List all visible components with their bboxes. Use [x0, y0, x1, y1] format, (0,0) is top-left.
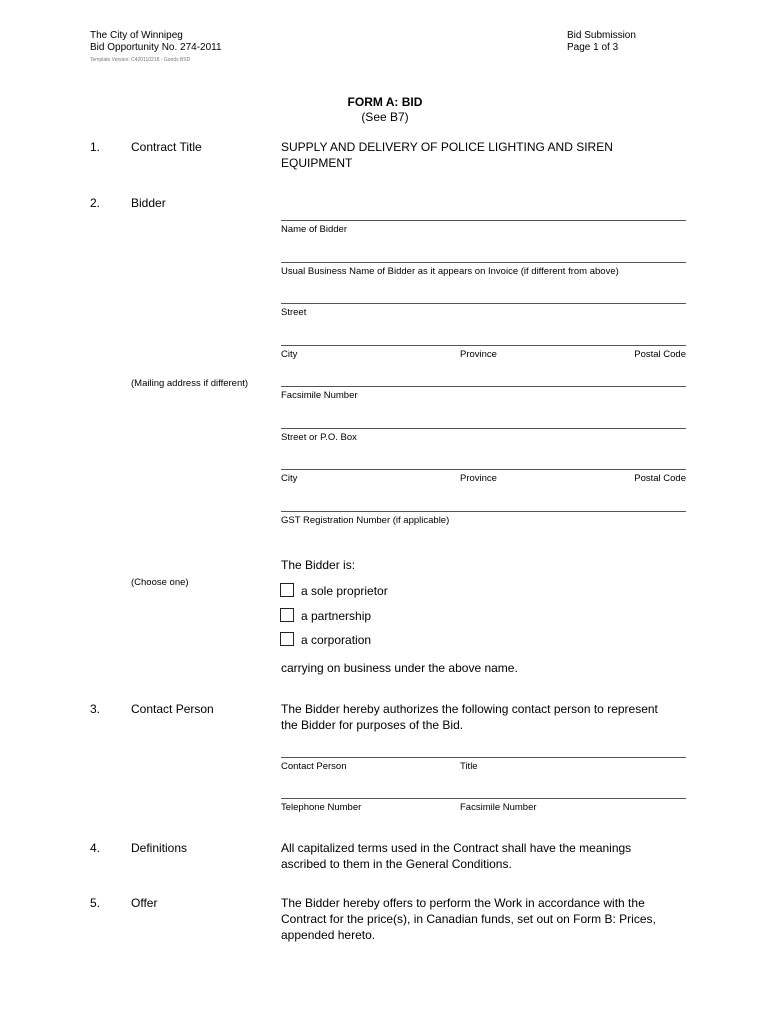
contact-facsimile-label: Facsimile Number: [460, 802, 537, 813]
city-label: City: [281, 349, 298, 360]
contract-title-line-1: SUPPLY AND DELIVERY OF POLICE LIGHTING AND SIREN: [281, 140, 613, 154]
corporation-label: a corporation: [301, 633, 372, 647]
section-2-label: Bidder: [131, 196, 166, 210]
section-4-number: 4.: [90, 841, 101, 855]
page-number: Page 1 of 3: [567, 42, 619, 53]
section-1-label: Contract Title: [131, 140, 202, 154]
partnership-label: a partnership: [301, 609, 372, 623]
corporation-checkbox[interactable]: [280, 632, 294, 646]
facsimile-number-label: Facsimile Number: [281, 390, 358, 401]
contact-authorization-line-2: the Bidder for purposes of the Bid.: [281, 718, 464, 732]
mailing-province-label: Province: [460, 473, 497, 484]
org-name: The City of Winnipeg: [90, 30, 183, 41]
section-1-number: 1.: [90, 140, 101, 154]
section-5-label: Offer: [131, 896, 158, 910]
mailing-city-province-postal-field[interactable]: [281, 469, 686, 470]
partnership-checkbox[interactable]: [280, 608, 294, 622]
mailing-postal-code-label: Postal Code: [634, 473, 686, 484]
contact-person-label: Contact Person: [281, 761, 347, 772]
city-province-postal-field[interactable]: [281, 345, 686, 346]
contact-person-title-field[interactable]: [281, 757, 686, 758]
province-label: Province: [460, 349, 497, 360]
contact-title-label: Title: [460, 761, 478, 772]
street-po-box-field[interactable]: [281, 428, 686, 429]
carrying-on-business-text: carrying on business under the above name.: [281, 661, 518, 675]
offer-line-2: Contract for the price(s), in Canadian funds, set out on Form B: Prices,: [281, 912, 656, 926]
section-5-number: 5.: [90, 896, 101, 910]
street-field[interactable]: [281, 303, 686, 304]
usual-business-name-field[interactable]: [281, 262, 686, 263]
offer-line-3: appended hereto.: [281, 928, 376, 942]
contact-authorization-line-1: The Bidder hereby authorizes the following contact person to represent: [281, 702, 658, 716]
gst-number-field[interactable]: [281, 511, 686, 512]
facsimile-field[interactable]: [281, 386, 686, 387]
bid-opportunity-number: Bid Opportunity No. 274-2011: [90, 42, 222, 53]
section-2-number: 2.: [90, 196, 101, 210]
form-subtitle: (See B7): [361, 110, 409, 124]
template-version: Template Version: C420110218 - Goods BSD: [90, 57, 191, 63]
contract-title-line-2: EQUIPMENT: [281, 156, 353, 170]
offer-line-1: The Bidder hereby offers to perform the Work in accordance with the: [281, 896, 645, 910]
mailing-address-note: (Mailing address if different): [131, 378, 249, 389]
postal-code-label: Postal Code: [634, 349, 686, 360]
bidder-name-field[interactable]: [281, 220, 686, 221]
sole-proprietor-label: a sole proprietor: [301, 584, 388, 598]
bidder-is-label: The Bidder is:: [281, 558, 356, 572]
section-3-number: 3.: [90, 702, 101, 716]
gst-number-label: GST Registration Number (if applicable): [281, 515, 450, 526]
street-po-box-label: Street or P.O. Box: [281, 432, 357, 443]
telephone-number-label: Telephone Number: [281, 802, 362, 813]
definitions-line-1: All capitalized terms used in the Contract shall have the meanings: [281, 841, 632, 855]
definitions-line-2: ascribed to them in the General Conditions.: [281, 857, 512, 871]
mailing-city-label: City: [281, 473, 298, 484]
telephone-facsimile-field[interactable]: [281, 798, 686, 799]
sole-proprietor-checkbox[interactable]: [280, 583, 294, 597]
form-title: FORM A: BID: [347, 95, 423, 109]
name-of-bidder-label: Name of Bidder: [281, 224, 348, 235]
choose-one-note: (Choose one): [131, 577, 189, 588]
street-label: Street: [281, 307, 307, 318]
section-3-label: Contact Person: [131, 702, 214, 716]
usual-business-name-label: Usual Business Name of Bidder as it appears on Invoice (if different from above): [281, 266, 619, 277]
section-4-label: Definitions: [131, 841, 188, 855]
bid-submission-label: Bid Submission: [567, 30, 636, 41]
